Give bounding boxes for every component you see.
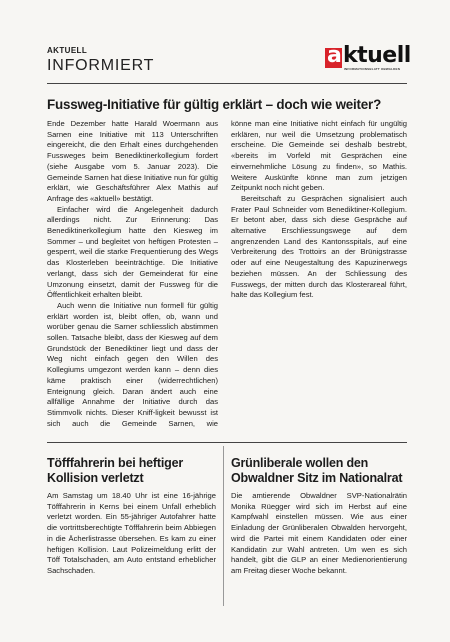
left-article-body	[47, 491, 216, 577]
section-label: AKTUELL	[47, 46, 88, 55]
logo-wordmark: ktuell	[343, 43, 411, 68]
right-article-text: Die amtierende Obwaldner SVP-Nationalrätin Monika Rüegger wird sich im Herbst auf eine Kampfwahl einstellen müssen. Wie aus einer Einladung der Grünliberalen Obwalden hervorgeht, wird die Partei mit einem Kandidaten oder einer Kandidatin zur Wahl antreten. Um wen es sich handelt, gibt die GLP an einer Medienorientierung am Freitag dieser Woche bekannt.	[231, 491, 407, 575]
right-article-headline: Grünliberale wollen den Obwaldner Sitz im Nationalrat	[231, 456, 403, 485]
main-paragraph: Bereitschaft zu Gesprächen signalisiert auch Frater Paul Schneider vom Benediktiner-Kollegium. Er betont aber, dass sich diese Gespräche auf alternative Erschliessungswege auf dem angrenzenden Land des Kantonsspitals, auf eine Verbreiterung des Trottoirs an der Brünigstrasse oder auf eine Neugestaltung des Kapuzinerwegs beziehen müssen. An der Schliessung des Fusswegs, der mitten durch das Klosterareal führt, halte das Kollegium fest.	[231, 193, 407, 300]
logo-first-letter: a	[327, 43, 342, 68]
main-article-column-left	[47, 119, 218, 429]
main-article-column-right	[231, 119, 407, 437]
main-paragraph: Auch wenn die Initiative nun formell für gültig erklärt worden ist, bleibt offen, ob, wann und worüber genau die Sarner schliesslich abstimmen sollen. Tatsache bleibt, dass der Kiesweg auf dem Grundstück der Benediktiner liegt und dass der Weg nicht einfach gegen den Willen des Kollegiums umgezont werden kann – denn dies käme praktisch einer (widerrechtlichen) Enteignung gleich. Daran ändert auch eine allfällige Annahme der Initiative durch das Stimmvolk nichts. Dieser Kniff-ligkeit bewusst ist sich auch die Gemeinde Sarnen, wie	[47, 300, 218, 428]
section-divider	[47, 442, 407, 443]
logo-tagline: INFORMATIONSBLATT OBWALDEN	[344, 67, 401, 71]
main-paragraph: Ende Dezember hatte Harald Woermann aus Sarnen eine Initiative mit 113 Unterschriften eingereicht, die den Erhalt eines durchgehenden Fussweges beim Benediktinerkollegium fordert (siehe Ausgabe vom 5. Januar 2023). Die Gemeinde Sarnen hat diese Initiative nun für gültig erklärt, wie Geschäftsführer Alex Mathis auf Anfrage des «aktuell» bestätigt.	[47, 119, 218, 203]
main-headline: Fussweg-Initiative für gültig erklärt – doch wie weiter?	[47, 97, 382, 112]
column-divider	[223, 446, 224, 606]
section-title: INFORMIERT	[47, 57, 155, 74]
aktuell-logo	[325, 43, 411, 72]
main-paragraph: Einfacher wird die Angelegenheit dadurch allerdings nicht. Zur Erinnerung: Das Benediktinerkollegium hatte den Kiesweg im Sommer – und begleitet von heftigen Protesten – gesperrt, weil die starke Frequentierung des Wegs das Klosterleben beeinträchtige. Die Initiative verlangt, dass sich der Gemeinderat für eine Umzonung einsetzt, damit der Fussweg für die Öffentlichkeit erhalten bleibt.	[47, 204, 218, 300]
main-paragraph-continued: könne man eine Initiative nicht einfach für ungültig erklären, nur weil die Umsetzung problematisch erscheine. Die Gemeinde sei deshalb bestrebt, «bereits im Vorfeld mit Gesprächen eine einvernehmliche Lösung zu finden», so Mathis. Weitere Auskünfte könne man zum jetzigen Zeitpunkt noch nicht geben.	[231, 119, 407, 193]
left-article-headline: Töfffahrerin bei heftiger Kollision verletzt	[47, 456, 183, 485]
right-article-body	[231, 491, 407, 577]
masthead-divider	[47, 83, 407, 84]
left-article-text: Am Samstag um 18.40 Uhr ist eine 16-jährige Töfffahrerin in Kerns bei einem Unfall erheblich verletzt worden. Ein 55-jähriger Autofahrer hatte die vortrittsberechtigte Töfffahrerin beim Abbiegen in die Ächerlistrasse übersehen. Es kam zu einer heftigen Kollision. Laut Polizeimeldung erlitt der Töff Totalschaden, am Auto entstand erheblicher Sachschaden.	[47, 491, 216, 575]
masthead	[47, 43, 411, 86]
